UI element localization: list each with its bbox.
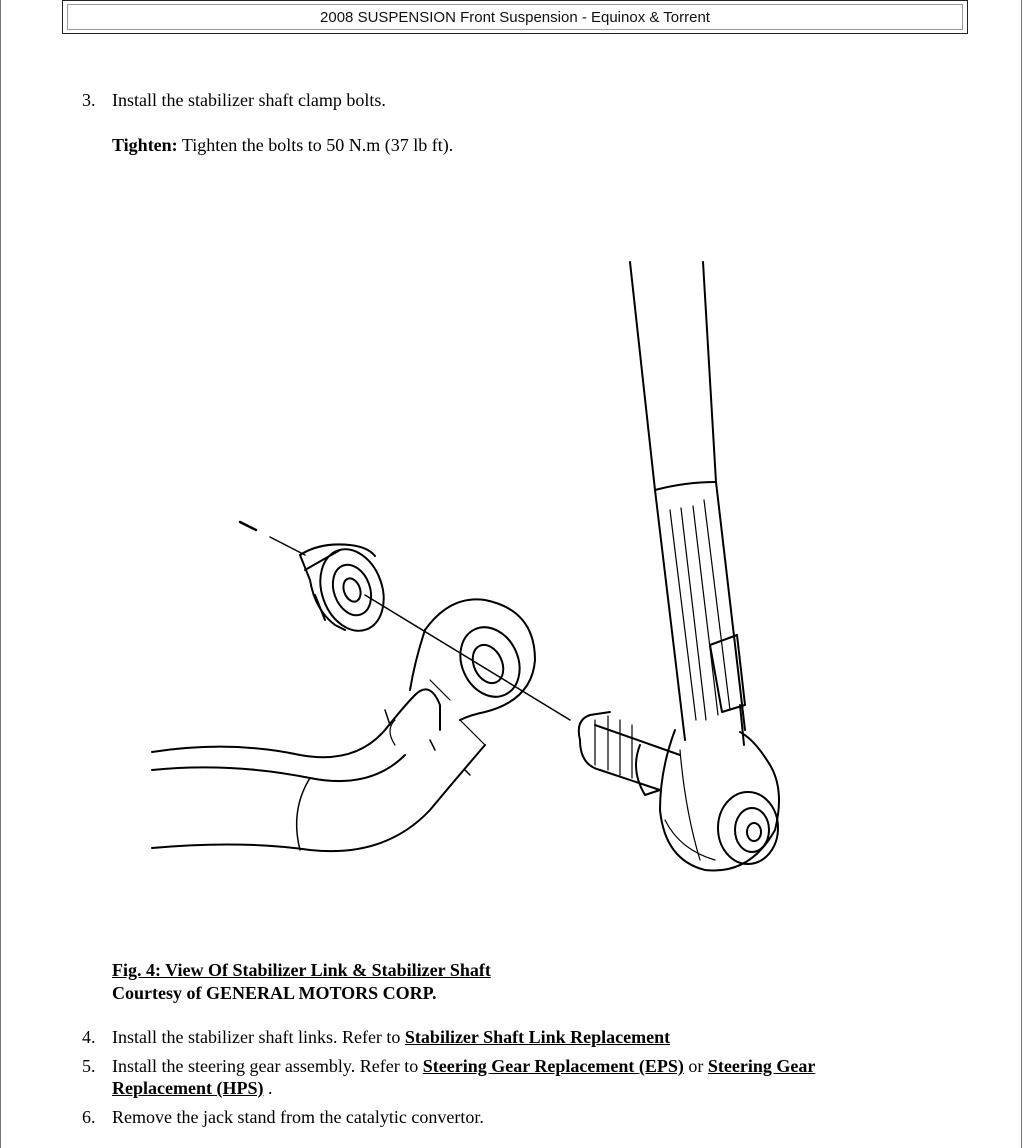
step-number: 6. xyxy=(82,1107,96,1127)
step-text-before: Install the stabilizer shaft links. Refer to xyxy=(112,1027,405,1047)
step-text xyxy=(112,1055,912,1099)
step-number: 4. xyxy=(82,1027,96,1047)
header-title: 2008 SUSPENSION Front Suspension - Equinox & Torrent xyxy=(67,4,963,30)
tighten-text: Tighten the bolts to 50 N.m (37 lb ft). xyxy=(177,135,454,155)
tighten-label: Tighten: xyxy=(112,135,178,155)
step-6 xyxy=(82,1106,912,1128)
tighten-note xyxy=(112,134,453,156)
page-border-left xyxy=(0,0,1,1148)
stabilizer-shaft-link-replacement-link[interactable]: Stabilizer Shaft Link Replacement xyxy=(404,1027,671,1047)
strut-right-edge xyxy=(703,262,716,482)
figure-courtesy: Courtesy of GENERAL MOTORS CORP. xyxy=(112,983,437,1003)
step-text-middle: or xyxy=(683,1056,708,1076)
strut-left-edge xyxy=(630,262,655,490)
step-text: Remove the jack stand from the catalytic convertor. xyxy=(112,1107,484,1127)
step-3 xyxy=(82,89,912,111)
step-text-before: Install the steering gear assembly. Refer to xyxy=(112,1056,423,1076)
step-number: 3. xyxy=(82,90,96,110)
figure-title: Fig. 4: View Of Stabilizer Link & Stabilizer Shaft xyxy=(112,960,491,980)
steering-gear-replacement-hps-link[interactable]: Steering Gear Replacement (HPS) xyxy=(112,1056,816,1098)
step-4 xyxy=(82,1026,912,1048)
step-5 xyxy=(82,1055,912,1099)
document-header xyxy=(62,0,968,34)
figure-caption xyxy=(112,959,491,1005)
step-text xyxy=(112,1026,912,1048)
step-text: Install the stabilizer shaft clamp bolts. xyxy=(112,90,386,110)
step-number: 5. xyxy=(82,1056,96,1076)
page-border-right xyxy=(1021,0,1022,1148)
stabilizer-link-illustration xyxy=(140,250,800,890)
step-text-after: . xyxy=(263,1078,273,1098)
steering-gear-replacement-eps-link[interactable]: Steering Gear Replacement (EPS) xyxy=(422,1056,684,1076)
